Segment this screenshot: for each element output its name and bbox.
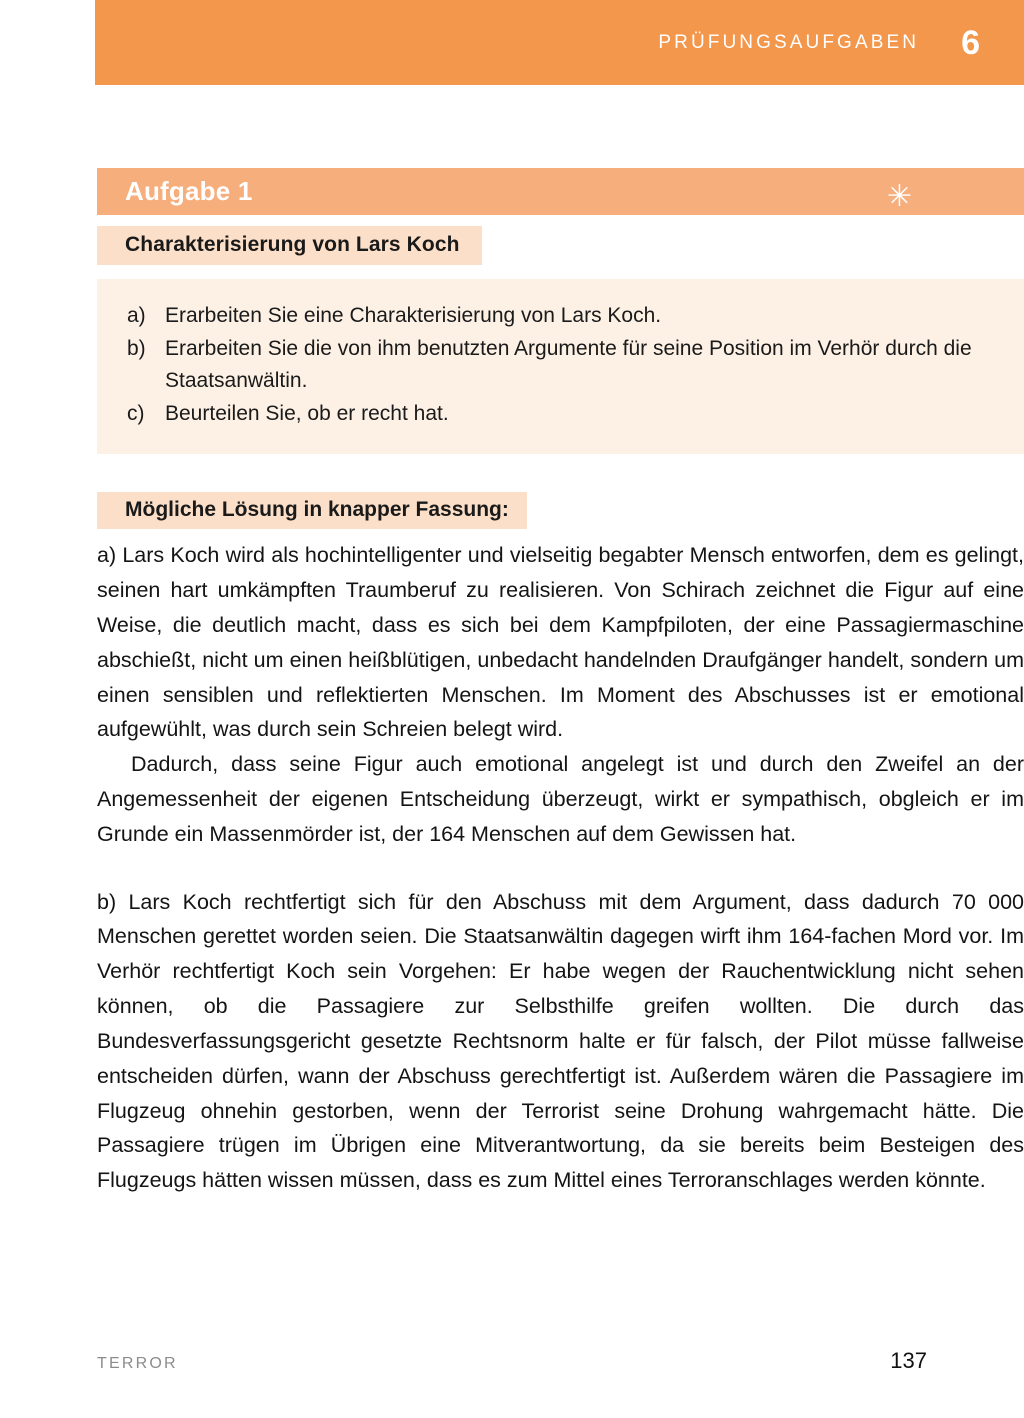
page-content <box>97 0 1024 1198</box>
chapter-number: 6 <box>961 23 980 62</box>
assignment-box <box>97 279 1024 454</box>
assignment-item-a <box>127 300 994 333</box>
solution-heading-row <box>97 454 1024 529</box>
assignment-text: Erarbeiten Sie eine Charakterisierung von Lars Koch. <box>165 304 662 327</box>
solution-paragraph-a2: Dadurch, dass seine Figur auch emotional angelegt ist und durch den Zweifel an der Angemessenheit der eigenen Entscheidung überzeugt, wirkt er sympathisch, obgleich er im Grunde ein Massenmörder ist, der 164 Menschen auf dem Gewissen hat. <box>97 752 1024 846</box>
page-footer <box>97 1348 927 1374</box>
assignment-text: Erarbeiten Sie die von ihm benutzten Argumente für seine Position im Verhör durch die Staatsanwältin. <box>165 336 972 393</box>
assignment-marker: b) <box>127 336 146 360</box>
task-subtitle: Charakterisierung von Lars Koch <box>97 226 482 265</box>
assignment-marker: c) <box>127 401 145 425</box>
solution-paragraph-b1: b) Lars Koch rechtfertigt sich für den Abschuss mit dem Argument, dass dadurch 70 000 Menschen gerettet worden seien. Die Staatsanwältin dagegen wirft ihm 164-fachen Mord vor. Im Verhör rechtfertigt Koch sein Vorgehen: Er habe wegen der Rauchentwicklung nicht sehen können, ob die Passagiere zur Selbsthilfe greifen wollten. Die durch das Bundesverfassungsgericht gesetzte Rechtsnorm halte er für falsch, der Pilot müsse fallweise entscheiden dürfen, wann der Abschuss gerechtfertigt ist. Außerdem wären die Passagiere im Flugzeug ohnehin gestorben, wenn der Terrorist seine Drohung wahrgemacht hätte. Die Passagiere trügen im Übrigen eine Mitverantwortung, da sie bereits beim Besteigen des Flugzeugs hätten wissen müssen, dass es zum Mittel eines Terroranschlages werden könnte. <box>97 889 1024 1193</box>
assignment-marker: a) <box>127 304 146 327</box>
task-subtitle-row <box>97 215 1024 265</box>
assignment-text: Beurteilen Sie, ob er recht hat. <box>165 401 449 425</box>
task-title-bar: Aufgabe 1 ✳ <box>97 168 1024 215</box>
footer-page-number: 137 <box>890 1348 927 1373</box>
page-header-title: PRÜFUNGSAUFGABEN <box>658 31 920 53</box>
solution-heading: Mögliche Lösung in knapper Fassung: <box>97 492 527 529</box>
assignment-item-b <box>127 333 994 398</box>
footer-book-title: TERROR <box>97 1355 178 1372</box>
assignment-item-c <box>127 398 994 431</box>
solution-paragraph-a1: a) Lars Koch wird als hochintelligenter und vielseitig begabter Mensch entworfen, dem es gelingt, seinen hart umkämpften Traumberuf zu realisieren. Von Schirach zeichnet die Figur auf eine Weise, die deutlich macht, dass es sich bei dem Kampfpiloten, der eine Passagiermaschine abschießt, nicht um einen heißblütigen, unbedacht handelnden Draufgänger handelt, sondern um einen sensiblen und reflektierten Menschen. Im Moment des Abschusses ist er emotional aufgewühlt, was durch sein Schreien belegt wird. <box>97 543 1024 742</box>
task-title: Aufgabe 1 <box>125 176 253 206</box>
